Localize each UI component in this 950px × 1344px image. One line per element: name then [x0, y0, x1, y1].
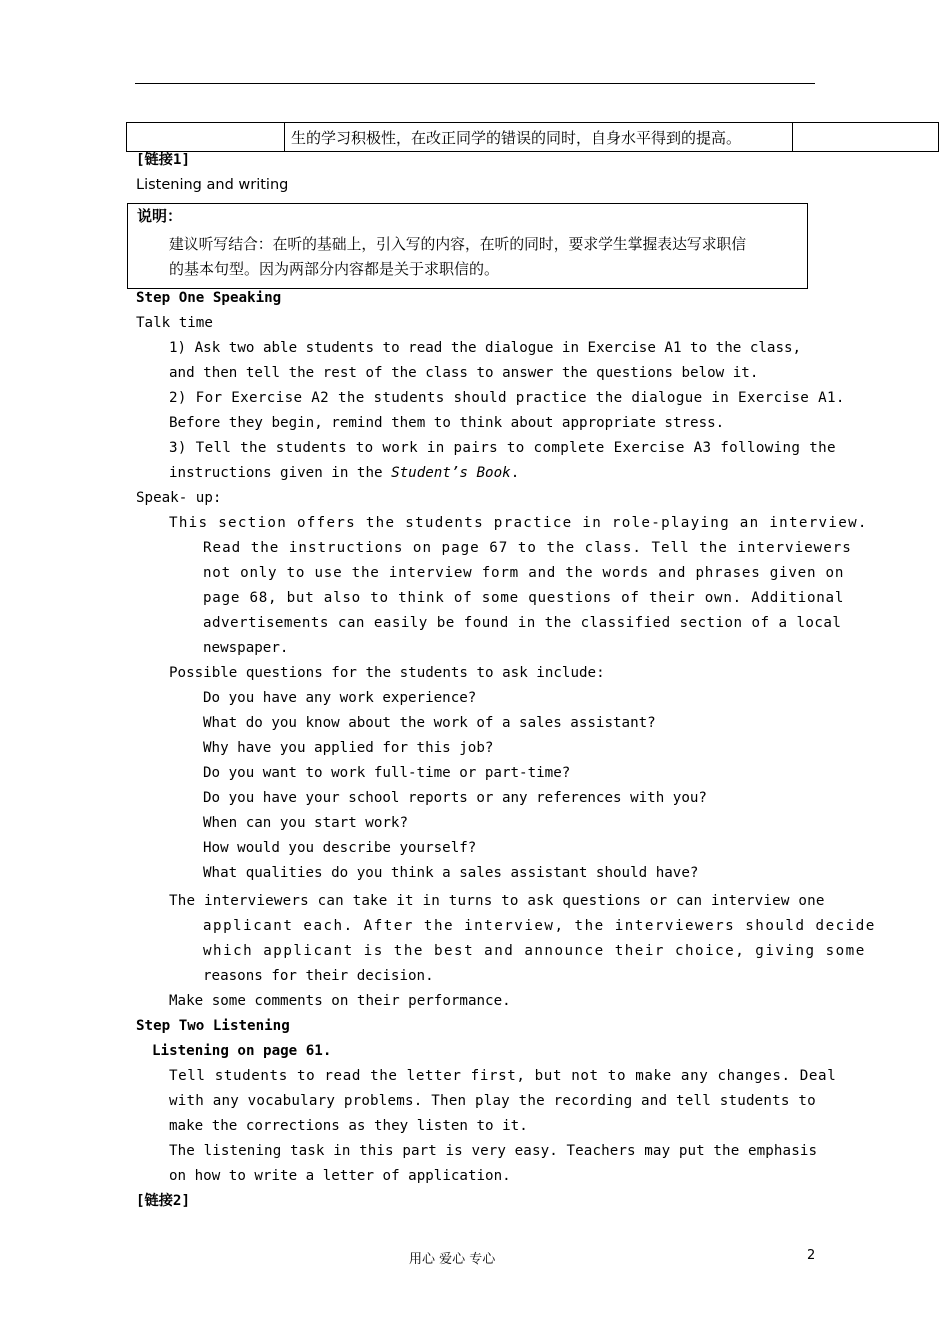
item3-line2 — [169, 461, 519, 486]
table-cell-text: 生的学习积极性，在改正同学的错误的同时，自身水平得到的提高。 — [285, 123, 793, 152]
item3-end: . — [510, 465, 520, 481]
possible-questions-intro: Possible questions for the students to ask include: — [169, 665, 605, 681]
para1-line4: page 68, but also to think of some questions of their own. Additional — [203, 590, 845, 606]
step2-heading: Step Two Listening — [136, 1018, 290, 1034]
header-rule — [135, 83, 815, 84]
top-table — [126, 122, 939, 152]
question-item: Do you have your school reports or any references with you? — [203, 790, 707, 806]
question-item: Do you want to work full-time or part-time? — [203, 765, 571, 781]
speak-up-label: Speak- up: — [136, 490, 222, 506]
item1-line2: and then tell the rest of the class to answer the questions below it. — [169, 365, 759, 381]
step2-para2-line2: on how to write a letter of application. — [169, 1168, 511, 1184]
para2-line3: which applicant is the best and announce their choice, giving some — [203, 943, 866, 959]
note-line-1: 建议听写结合：在听的基础上，引入写的内容，在听的同时，要求学生掌握表达写求职信 — [169, 236, 747, 253]
comments-line: Make some comments on their performance. — [169, 993, 511, 1009]
para1-line6: newspaper. — [203, 640, 289, 656]
step2-para1-line1: Tell students to read the letter first, but not to make any changes. Deal — [169, 1068, 837, 1084]
book-title: Student’s Book — [391, 465, 511, 481]
page-number: 2 — [807, 1248, 816, 1263]
question-item: What do you know about the work of a sales assistant? — [203, 715, 656, 731]
step2-subheading: Listening on page 61. — [152, 1043, 332, 1059]
para1-line3: not only to use the interview form and the words and phrases given on — [203, 565, 845, 581]
note-line-2: 的基本句型。因为两部分内容都是关于求职信的。 — [169, 260, 500, 278]
question-item: What qualities do you think a sales assistant should have? — [203, 865, 699, 881]
para1-line2: Read the instructions on page 67 to the class. Tell the interviewers — [203, 540, 852, 556]
link1-label: [链接1] — [136, 152, 190, 168]
section-title: Listening and writing — [136, 177, 289, 193]
step1-heading: Step One Speaking — [136, 290, 282, 306]
step2-para2-line1: The listening task in this part is very easy. Teachers may put the emphasis — [169, 1143, 818, 1159]
question-item: Do you have any work experience? — [203, 690, 477, 706]
question-item: How would you describe yourself? — [203, 840, 477, 856]
para1-line1: This section offers the students practice in role-playing an interview. — [169, 515, 868, 531]
item3-line1: 3) Tell the students to work in pairs to complete Exercise A3 following the — [169, 440, 836, 456]
item1-line1: 1) Ask two able students to read the dialogue in Exercise A1 to the class, — [169, 340, 802, 356]
link2-label: [链接2] — [136, 1193, 190, 1209]
step2-para1-line2: with any vocabulary problems. Then play the recording and tell students to — [169, 1093, 816, 1109]
talk-time-label: Talk time — [136, 315, 213, 331]
step2-para1-line3: make the corrections as they listen to it. — [169, 1118, 528, 1134]
para2-line2: applicant each. After the interview, the interviewers should decide — [203, 918, 876, 934]
item3-line2-text: instructions given in the — [169, 465, 392, 481]
para1-line5: advertisements can easily be found in the classified section of a local — [203, 615, 842, 631]
para2-line1: The interviewers can take it in turns to ask questions or can interview one — [169, 893, 825, 909]
footer-motto: 用心 爱心 专心 — [409, 1252, 496, 1267]
note-heading: 说明： — [137, 207, 183, 225]
question-item: When can you start work? — [203, 815, 408, 831]
item2-line2: Before they begin, remind them to think about appropriate stress. — [169, 415, 725, 431]
table-cell-right — [793, 123, 939, 152]
para2-line4: reasons for their decision. — [203, 968, 434, 984]
question-item: Why have you applied for this job? — [203, 740, 494, 756]
item2-line1: 2) For Exercise A2 the students should practice the dialogue in Exercise A1. — [169, 390, 845, 406]
